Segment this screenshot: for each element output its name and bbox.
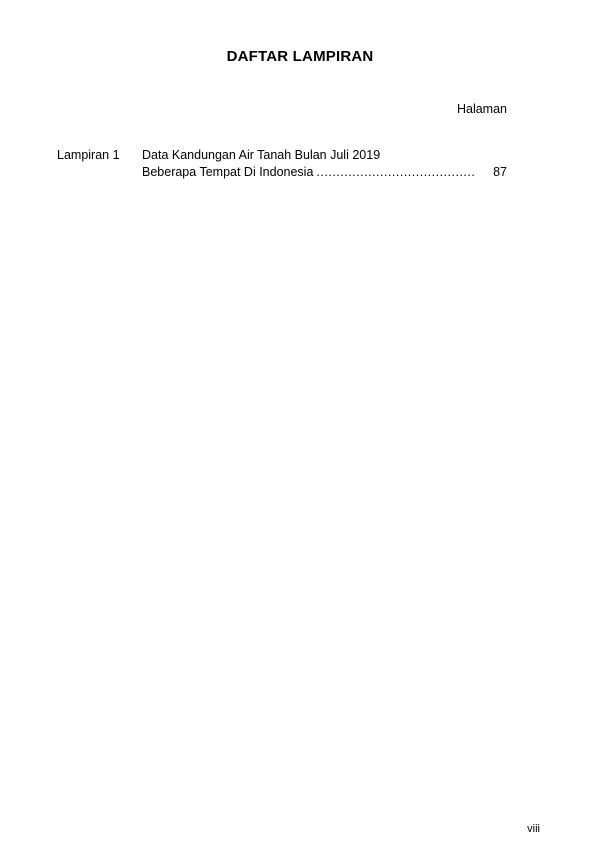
entry-label: Lampiran 1 [57, 148, 120, 162]
entry-title-line-2: Beberapa Tempat Di Indonesia [142, 164, 314, 179]
page-column-header: Halaman [456, 102, 507, 116]
entry-title-line-1: Data Kandungan Air Tanah Bulan Juli 2019 [142, 148, 381, 162]
page-title: DAFTAR LAMPIRAN [226, 48, 374, 65]
dot-leader [316, 164, 476, 181]
entry-title-line-2-row [142, 164, 507, 181]
entry-body [142, 147, 507, 180]
entry-page-number: 87 [493, 164, 507, 179]
page-number: viii [527, 823, 540, 835]
